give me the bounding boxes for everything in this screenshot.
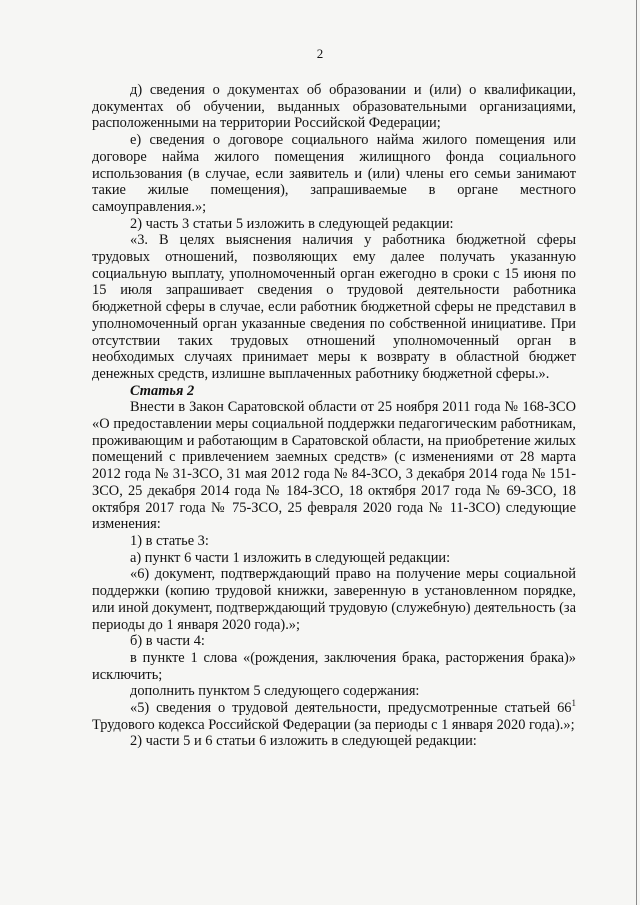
paragraph-article-66-end: Трудового кодекса Российской Федерации (за периоды с 1 января 2020 года).»;	[92, 716, 575, 733]
paragraph: «3. В целях выяснения наличия у работника бюджетной сферы трудовых отношений, позволяющих ему далее получать указанную социальную выплату, уполномоченный орган ежегодно в сроки с 15 июня по 15 июля запрашивает сведения о трудовой деятельности работника бюджетной сферы в случае, если работник бюджетной сферы не представил в уполномоченный орган указанные сведения по собственной инициативе. При отсутствии таких трудовых отношений уполномоченный орган в необходимых случаях принимает меры к возврату в областной бюджет денежных средств, излишне выплаченных работнику бюджетной сферы.».	[92, 232, 576, 382]
paragraph: в пункте 1 слова «(рождения, заключения брака, расторжения брака)» исключить;	[92, 649, 576, 683]
paragraph: «6) документ, подтверждающий право на получение меры социальной поддержки (копию трудовой книжки, заверенную в установленном порядке, или иной документ, подтверждающий трудовую (служебную) деятельность (за периоды до 1 января 2020 года).»;	[92, 566, 576, 633]
paragraph-article-66	[92, 700, 576, 733]
paragraph: Внести в Закон Саратовской области от 25 ноября 2011 года № 168-ЗСО «О предоставлении меры социальной поддержки педагогическим работникам, проживающим и работающим в Саратовской области, на приобретение жилых помещений с привлечением заемных средств» (с изменениями от 28 марта 2012 года № 31-ЗСО, 31 мая 2012 года № 84-ЗСО, 3 декабря 2014 года № 151-ЗСО, 25 декабря 2014 года № 184-ЗСО, 18 октября 2017 года № 69-ЗСО, 18 октября 2017 года № 75-ЗСО, 25 февраля 2020 года № 11-ЗСО) следующие изменения:	[92, 399, 576, 533]
paragraph: 2) часть 3 статьи 5 изложить в следующей редакции:	[130, 215, 454, 232]
article-heading: Статья 2	[130, 382, 195, 399]
paragraph: 2) части 5 и 6 статьи 6 изложить в следующей редакции:	[130, 733, 477, 750]
paragraph: е) сведения о договоре социального найма жилого помещения или договоре найма жилого помещения жилищного фонда социального использования (в случае, если заявитель и (или) члены его семьи занимают такие жилые помещения), запрашиваемые в органе местного самоуправления.»;	[92, 132, 576, 215]
document-body	[92, 82, 576, 750]
paragraph: д) сведения о документах об образовании и (или) о квалификации, документах об обучении, выданных образовательными организациями, расположенными на территории Российской Федерации;	[92, 82, 576, 132]
page-number: 2	[316, 46, 324, 61]
paragraph: а) пункт 6 части 1 изложить в следующей редакции:	[130, 549, 451, 566]
paragraph: б) в части 4:	[130, 633, 205, 650]
scan-edge-line	[636, 0, 637, 905]
paragraph: 1) в статье 3:	[130, 532, 209, 549]
superscript: 1	[571, 698, 576, 709]
paragraph-article-66-start: «5) сведения о трудовой деятельности, предусмотренные статьей 66	[130, 700, 572, 717]
paragraph: дополнить пунктом 5 следующего содержания:	[130, 683, 420, 700]
